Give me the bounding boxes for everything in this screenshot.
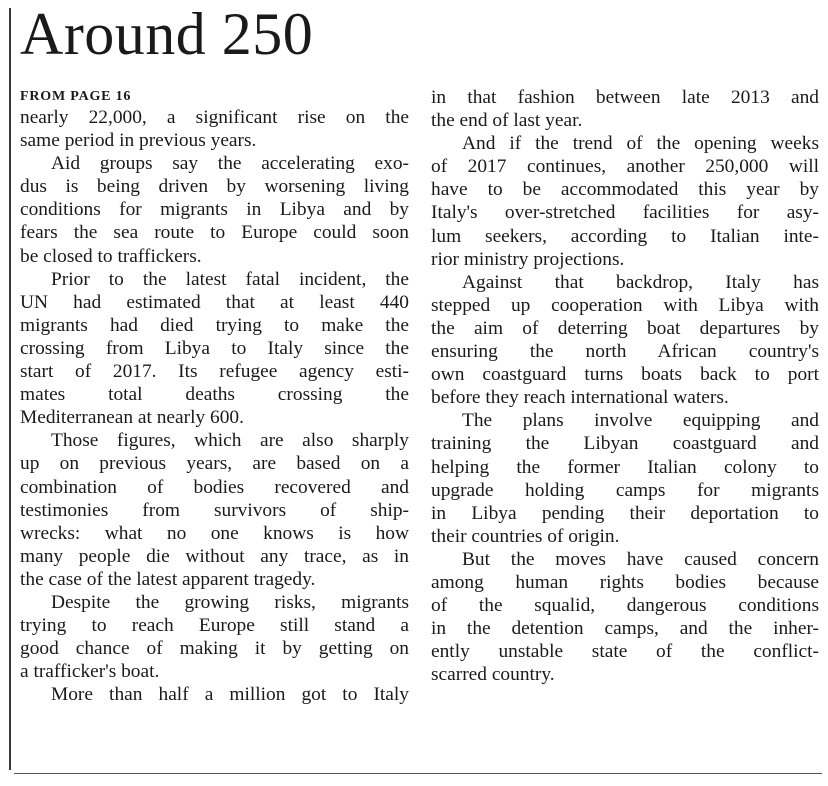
article-text-line: many people die without any trace, as in [20,545,409,567]
article-text-line: same period in previous years. [20,130,257,152]
article-text-line: lum seekers, according to Italian inte- [431,225,819,247]
article-text-line: in Libya pending their deportation to [431,502,819,524]
article-text-line: good chance of making it by getting on [20,638,409,660]
article-text-line: rior ministry projections. [431,248,625,270]
article-text-line: And if the trend of the opening weeks [462,133,819,155]
article-text-line: in that fashion between late 2013 and [431,87,819,108]
article-text-line: scarred country. [431,664,555,686]
article-text-line: trying to reach Europe still stand a [20,615,409,637]
article-text-line: of 2017 continues, another 250,000 will [431,156,819,178]
article-text-line: start of 2017. Its refugee agency esti- [20,361,409,383]
article-text-line: dus is being driven by worsening living [20,176,409,198]
article-text-line: Italy's over-stretched facilities for asy- [431,202,819,224]
article-column-left [20,106,409,706]
article-text-line: migrants had died trying to make the [20,314,409,336]
article-headline: Around 250 [20,1,314,67]
article-column-right [431,86,819,686]
article-text-line: the aim of deterring boat departures by [431,317,819,339]
article-text-line: helping the former Italian colony to [431,456,819,478]
article-text-line: the case of the latest apparent tragedy. [20,568,316,590]
article-text-line: Despite the growing risks, migrants [51,591,409,613]
article-text-line: combination of bodies recovered and [20,476,409,498]
article-text-line: before they reach international waters. [431,387,729,409]
article-text-line: ensuring the north African country's [431,341,819,363]
article-text-line: have to be accommodated this year by [431,179,819,201]
article-text-line: Mediterranean at nearly 600. [20,407,244,429]
article-text-line: ently unstable state of the conflict- [431,641,819,663]
article-text-line: mates total deaths crossing the [20,384,409,406]
article-text-line: UN had estimated that at least 440 [20,291,409,313]
article-text-line: up on previous years, are based on a [20,453,409,475]
article-text-line: More than half a million got to Italy [51,684,409,706]
article-text-line: among human rights bodies because [431,571,819,593]
article-text-line: of the squalid, dangerous conditions [431,595,819,617]
article-text-line: wrecks: what no one knows is how [20,522,409,544]
article-text-line: fears the sea route to Europe could soon [20,222,409,244]
article-text-line: Aid groups say the accelerating exo- [51,153,409,175]
continuation-kicker: FROM PAGE 16 [20,89,132,104]
article-text-line: conditions for migrants in Libya and by [20,199,409,221]
article-text-line: training the Libyan coastguard and [431,433,819,455]
article-text-line: be closed to traffickers. [20,245,202,267]
article-text-line: in the detention camps, and the inher- [431,618,819,640]
article-text-line: Prior to the latest fatal incident, the [51,268,409,290]
article-text-line: stepped up cooperation with Libya with [431,294,819,316]
article-text-line: crossing from Libya to Italy since the [20,337,409,359]
article-text-line: a trafficker's boat. [20,661,160,683]
article-text-line: own coastguard turns boats back to port [431,364,819,386]
article-text-line: Against that backdrop, Italy has [462,271,819,293]
article-text-line: The plans involve equipping and [462,410,819,432]
article-text-line: Those figures, which are also sharply [51,430,409,452]
column-rule-left [9,8,11,770]
article-text-line: the end of last year. [431,110,583,132]
article-text-line: their countries of origin. [431,525,620,547]
article-text-line: upgrade holding camps for migrants [431,479,819,501]
article-text-line: nearly 22,000, a significant rise on the [20,107,409,128]
bottom-rule [14,773,822,774]
article-text-line: But the moves have caused concern [462,548,819,570]
article-text-line: testimonies from survivors of ship- [20,499,409,521]
